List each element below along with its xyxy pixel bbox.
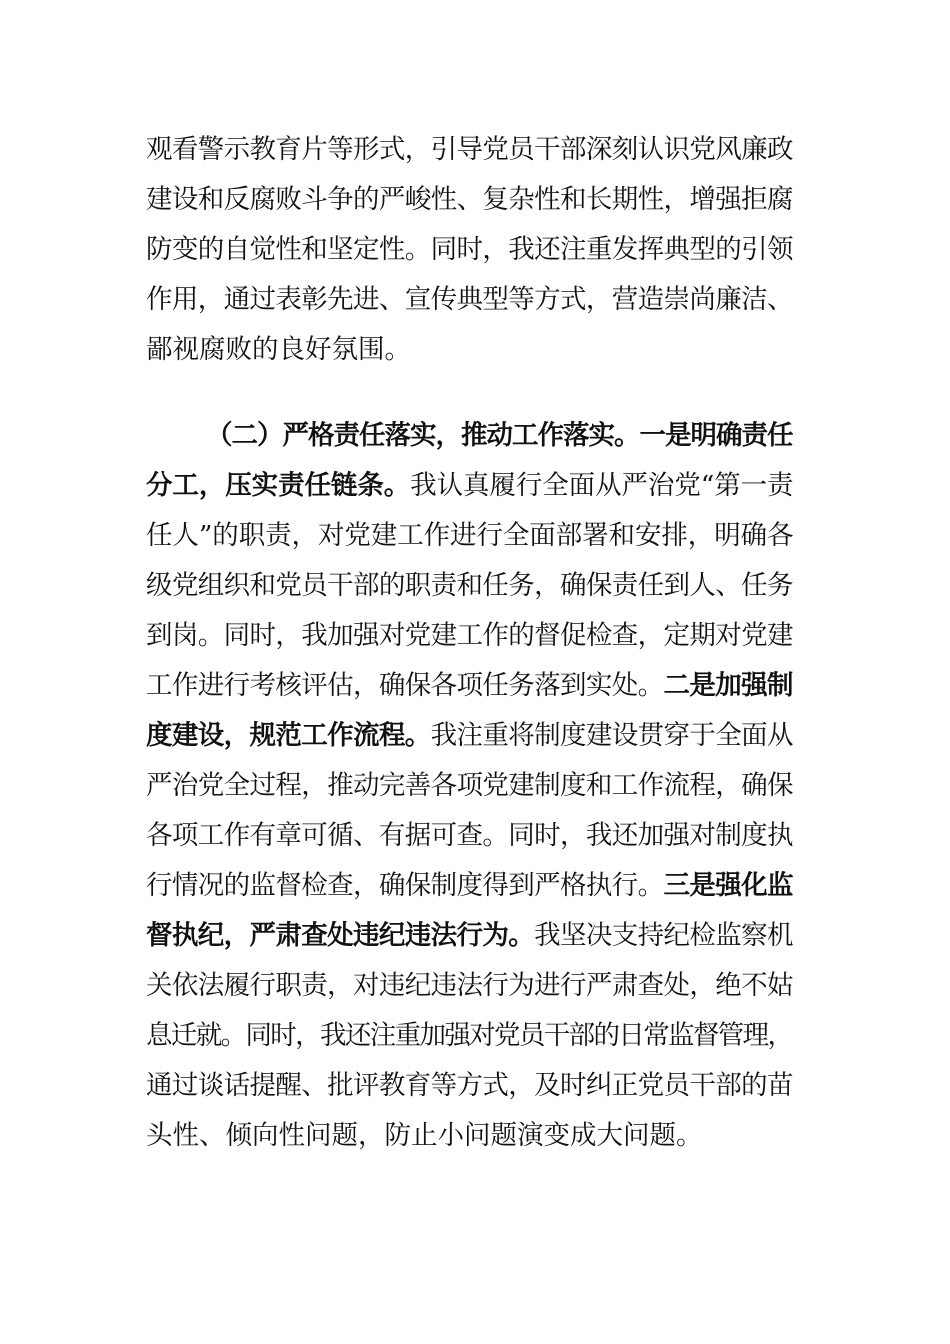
text-line bbox=[146, 1016, 792, 1056]
text-segment: 级党组织和党员干部的职责和任务，确保责任到人、任务 bbox=[146, 570, 793, 601]
text-segment: 严治党全过程，推动完善各项党建制度和工作流程，确保 bbox=[146, 770, 793, 801]
text-segment: 到岗。同时，我加强对党建工作的督促检查，定期对党建 bbox=[146, 620, 793, 651]
text-segment: 息迁就。同时，我还注重加强对党员干部的日常监督管理， bbox=[146, 1020, 793, 1051]
text-segment: 鄙视腐败的良好氛围。 bbox=[146, 334, 411, 365]
text-line bbox=[146, 466, 793, 506]
bold-text-segment: 度建设，规范工作流程。 bbox=[146, 720, 431, 751]
bold-text-segment: 三是强化监 bbox=[663, 870, 793, 901]
text-line bbox=[146, 716, 793, 756]
bold-text-segment: （二）严格责任落实，推动工作落实。一是明确责任 bbox=[206, 420, 793, 451]
text-line bbox=[146, 516, 793, 556]
text-line bbox=[146, 866, 793, 906]
text-line bbox=[146, 766, 793, 806]
bold-text-segment: 督执纪，严肃查处违纪违法行为。 bbox=[146, 920, 535, 951]
text-line bbox=[206, 416, 793, 456]
text-line bbox=[146, 280, 793, 320]
bold-text-segment: 分工，压实责任链条。 bbox=[146, 470, 411, 501]
text-segment: 通过谈话提醒、批评教育等方式，及时纠正党员干部的苗 bbox=[146, 1070, 793, 1101]
text-line bbox=[146, 816, 793, 856]
text-segment: 观看警示教育片等形式，引导党员干部深刻认识党风廉政 bbox=[146, 134, 793, 165]
text-line bbox=[146, 130, 793, 170]
text-segment: 防变的自觉性和坚定性。同时，我还注重发挥典型的引领 bbox=[146, 234, 793, 265]
text-segment: 我坚决支持纪检监察机 bbox=[534, 920, 793, 951]
text-segment: 建设和反腐败斗争的严峻性、复杂性和长期性，增强拒腐 bbox=[146, 184, 793, 215]
bold-text-segment: 二是加强制 bbox=[663, 670, 793, 701]
text-line bbox=[146, 666, 793, 706]
text-line bbox=[146, 566, 793, 606]
text-segment: 各项工作有章可循、有据可查。同时，我还加强对制度执 bbox=[146, 820, 793, 851]
text-segment: 作用，通过表彰先进、宣传典型等方式，营造崇尚廉洁、 bbox=[146, 284, 793, 315]
text-segment: 头性、倾向性问题，防止小问题演变成大问题。 bbox=[146, 1120, 703, 1151]
text-line bbox=[146, 180, 793, 220]
text-line bbox=[146, 616, 793, 656]
text-line bbox=[146, 230, 793, 270]
text-line bbox=[146, 966, 793, 1006]
text-segment: 我认真履行全面从严治党“第一责 bbox=[410, 470, 794, 501]
text-segment: 行情况的监督检查，确保制度得到严格执行。 bbox=[146, 870, 664, 901]
text-segment: 我注重将制度建设贯穿于全面从 bbox=[430, 720, 793, 751]
text-segment: 关依法履行职责，对违纪违法行为进行严肃查处，绝不姑 bbox=[146, 970, 793, 1001]
text-segment: 工作进行考核评估，确保各项任务落到实处。 bbox=[146, 670, 664, 701]
text-line bbox=[146, 916, 793, 956]
text-line bbox=[146, 1066, 793, 1106]
text-line bbox=[146, 330, 411, 370]
text-line bbox=[146, 1116, 703, 1156]
text-segment: 任人”的职责，对党建工作进行全面部署和安排，明确各 bbox=[146, 520, 794, 551]
